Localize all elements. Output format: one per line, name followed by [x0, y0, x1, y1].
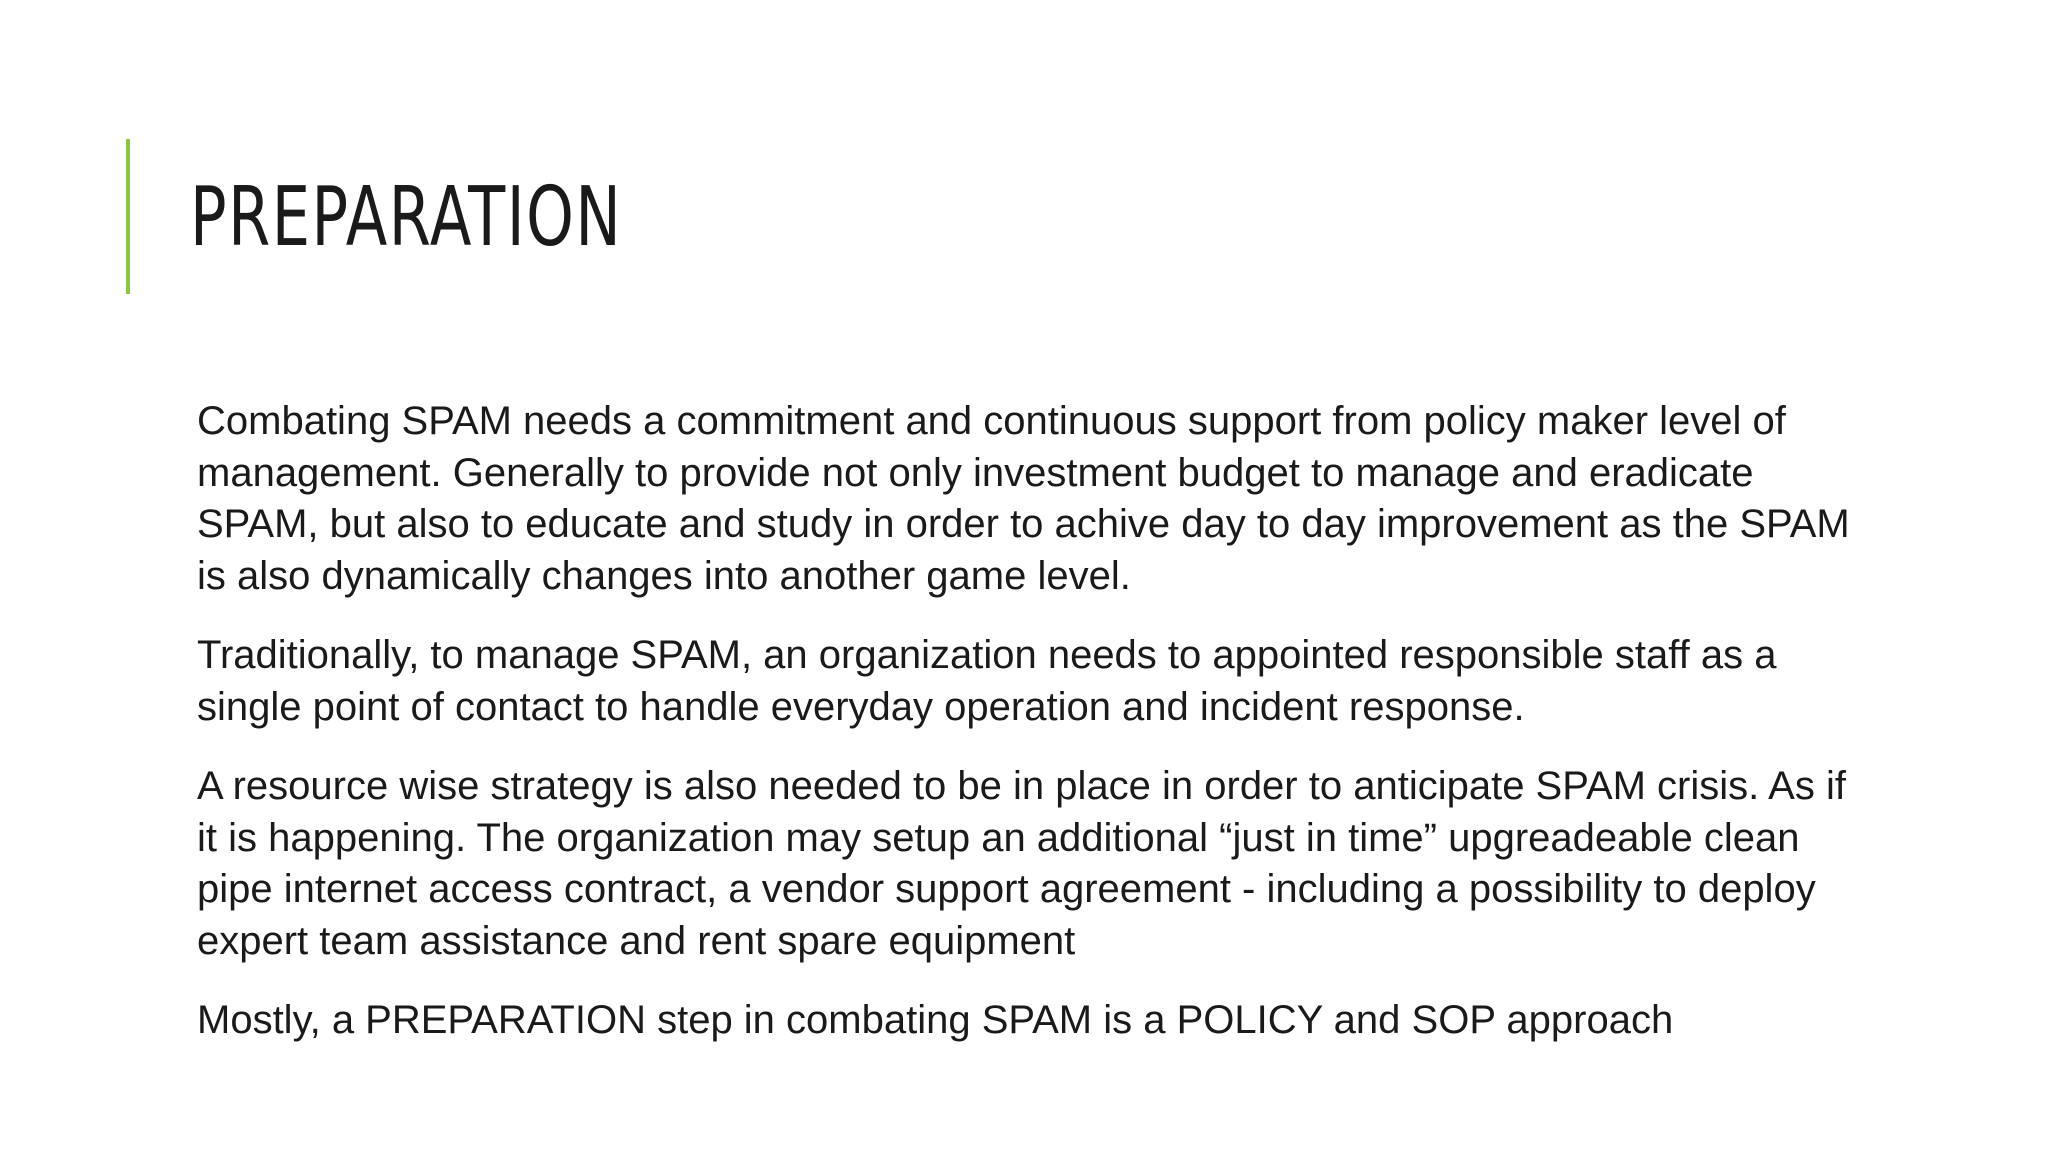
body-paragraph-4: Mostly, a PREPARATION step in combating SPAM is a POLICY and SOP approach [197, 998, 1674, 1042]
body-paragraph-3: A resource wise strategy is also needed to be in place in order to anticipate SPAM crisis. As if it is happening. The organization may setup an additional “just in time” upgreadeable clean pipe internet access contract, a vendor support agreement - including a possibility to deploy expert team assistance and rent spare equipment [197, 764, 1846, 963]
body-paragraph-1: Combating SPAM needs a commitment and continuous support from policy maker level of management. Generally to provide not only investment budget to manage and eradicate SPAM, but also to educate and study in order to achive day to day improvement as the SPAM is also dynamically changes into another game level. [197, 399, 1850, 598]
title-accent-bar [126, 139, 130, 294]
body-paragraph-2: Traditionally, to manage SPAM, an organization needs to appointed responsible staff as a single point of contact to handle everyday operation and incident response. [197, 633, 1777, 729]
slide-body [197, 396, 1877, 1075]
slide-title: PREPARATION [190, 170, 623, 265]
